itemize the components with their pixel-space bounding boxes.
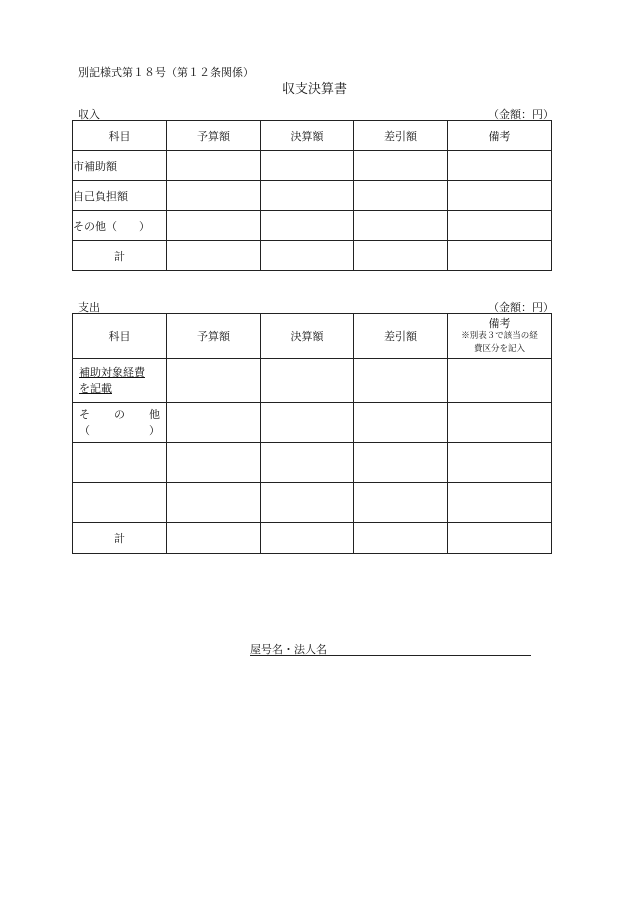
cell-input[interactable] bbox=[448, 241, 552, 271]
other-paren-close: ） bbox=[149, 423, 160, 437]
income-row-city-subsidy: 市補助額 bbox=[73, 151, 167, 181]
expenditure-row-other bbox=[73, 403, 167, 443]
expenditure-row-eligible-expenses bbox=[73, 359, 167, 403]
cell-input[interactable] bbox=[354, 443, 448, 483]
cell-input[interactable] bbox=[354, 241, 448, 271]
income-header-budget: 予算額 bbox=[167, 121, 261, 151]
cell-input[interactable] bbox=[261, 523, 354, 554]
cell-input[interactable] bbox=[261, 151, 354, 181]
remarks-title: 備考 bbox=[488, 316, 511, 330]
cell-input[interactable] bbox=[354, 181, 448, 211]
income-header-remarks: 備考 bbox=[448, 121, 552, 151]
cell-input[interactable] bbox=[261, 181, 354, 211]
cell-input[interactable] bbox=[448, 483, 552, 523]
cell-input[interactable] bbox=[167, 211, 261, 241]
cell-input[interactable] bbox=[448, 443, 552, 483]
income-header-row bbox=[73, 121, 552, 151]
cell-input[interactable] bbox=[354, 359, 448, 403]
table-row bbox=[73, 151, 552, 181]
income-unit-label: （金額：円） bbox=[488, 108, 554, 121]
income-table bbox=[72, 120, 552, 271]
cell-input[interactable] bbox=[167, 359, 261, 403]
cell-input[interactable] bbox=[167, 483, 261, 523]
income-header-subject: 科目 bbox=[73, 121, 167, 151]
remarks-note-line2: 費区分を記入 bbox=[473, 343, 525, 354]
cell-input[interactable] bbox=[167, 181, 261, 211]
cell-input[interactable] bbox=[448, 151, 552, 181]
cell-input[interactable] bbox=[73, 443, 167, 483]
cell-input[interactable] bbox=[167, 443, 261, 483]
expenditure-section-label: 支出 bbox=[78, 301, 100, 314]
cell-input[interactable] bbox=[448, 211, 552, 241]
table-row bbox=[73, 241, 552, 271]
income-row-total: 計 bbox=[73, 241, 167, 271]
cell-input[interactable] bbox=[167, 151, 261, 181]
signature-label: 屋号名・法人名 bbox=[250, 643, 327, 656]
table-row bbox=[73, 211, 552, 241]
other-char-3: 他 bbox=[149, 407, 160, 421]
cell-input[interactable] bbox=[261, 443, 354, 483]
other-char-2: の bbox=[114, 407, 125, 421]
cell-input[interactable] bbox=[448, 181, 552, 211]
cell-input[interactable] bbox=[261, 359, 354, 403]
cell-input[interactable] bbox=[167, 523, 261, 554]
cell-input[interactable] bbox=[354, 151, 448, 181]
expenditure-header-remarks bbox=[448, 314, 552, 359]
other-paren-open: （ bbox=[79, 423, 90, 437]
table-row bbox=[73, 483, 552, 523]
cell-input[interactable] bbox=[354, 211, 448, 241]
income-row-other: その他（ ） bbox=[73, 211, 167, 241]
cell-input[interactable] bbox=[448, 403, 552, 443]
expenditure-table bbox=[72, 313, 552, 554]
expenditure-header-settlement: 決算額 bbox=[261, 314, 354, 359]
cell-input[interactable] bbox=[167, 403, 261, 443]
signature-line[interactable] bbox=[250, 655, 531, 656]
expenditure-header-row bbox=[73, 314, 552, 359]
table-row bbox=[73, 181, 552, 211]
expenditure-header-difference: 差引額 bbox=[354, 314, 448, 359]
cell-input[interactable] bbox=[354, 403, 448, 443]
cell-input[interactable] bbox=[261, 403, 354, 443]
eligible-expenses-line2: を記載 bbox=[79, 381, 112, 395]
table-row bbox=[73, 359, 552, 403]
expenditure-header-subject: 科目 bbox=[73, 314, 167, 359]
expenditure-header-budget: 予算額 bbox=[167, 314, 261, 359]
income-header-settlement: 決算額 bbox=[261, 121, 354, 151]
table-row bbox=[73, 523, 552, 554]
income-row-self-burden: 自己負担額 bbox=[73, 181, 167, 211]
other-char-1: そ bbox=[79, 407, 90, 421]
document-title: 収支決算書 bbox=[282, 82, 348, 97]
cell-input[interactable] bbox=[261, 211, 354, 241]
form-number: 別記様式第１８号（第１２条関係） bbox=[78, 66, 254, 79]
income-section-label: 収入 bbox=[78, 108, 100, 121]
cell-input[interactable] bbox=[448, 359, 552, 403]
expenditure-row-total: 計 bbox=[73, 523, 167, 554]
cell-input[interactable] bbox=[261, 483, 354, 523]
table-row bbox=[73, 443, 552, 483]
expenditure-unit-label: （金額：円） bbox=[488, 301, 554, 314]
eligible-expenses-line1: 補助対象経費 bbox=[79, 365, 145, 379]
remarks-note-line1: ※別表３で該当の経 bbox=[461, 330, 538, 341]
cell-input[interactable] bbox=[448, 523, 552, 554]
cell-input[interactable] bbox=[73, 483, 167, 523]
cell-input[interactable] bbox=[354, 523, 448, 554]
cell-input[interactable] bbox=[261, 241, 354, 271]
income-header-difference: 差引額 bbox=[354, 121, 448, 151]
table-row bbox=[73, 403, 552, 443]
cell-input[interactable] bbox=[167, 241, 261, 271]
cell-input[interactable] bbox=[354, 483, 448, 523]
